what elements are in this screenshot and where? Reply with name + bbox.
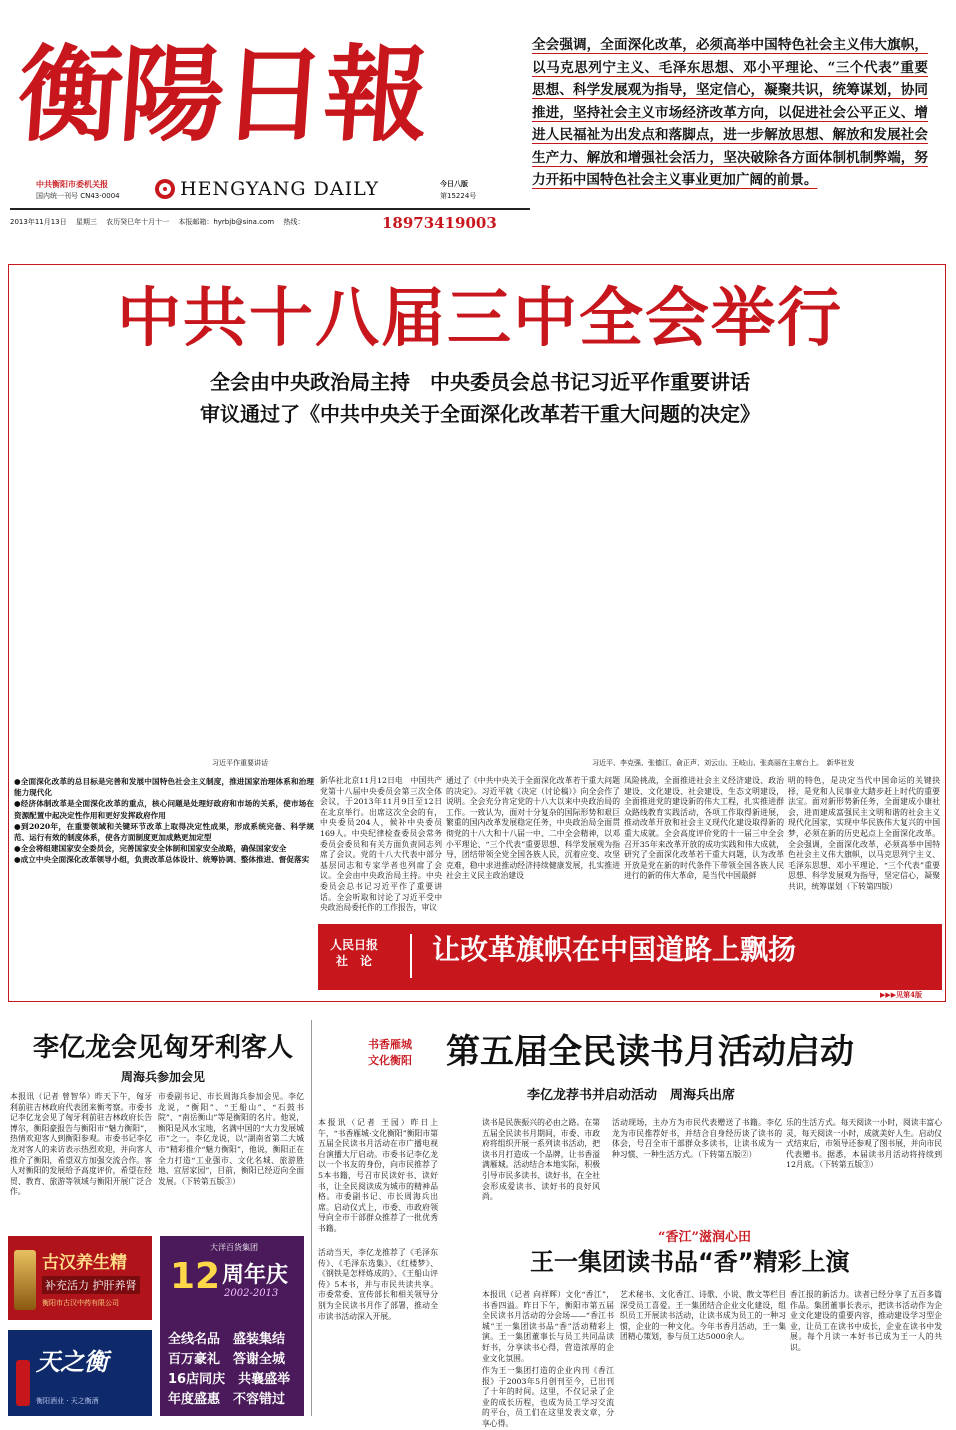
masthead-english-row bbox=[155, 178, 379, 204]
story-book-col-2: 活动当天，李亿龙推荐了《毛泽东传》、《毛泽东选集》、《红楼梦》、《钢铁是怎样炼成的》、《王船山评传》5本书，并与市民共读共享。市委常委、宣传部长和相关领导分别为全民读书月作了部署，推动全市读书活动深入开展。 bbox=[318, 1248, 438, 1321]
masthead-org: 中共衡阳市委机关报 bbox=[36, 180, 108, 189]
masthead-cn-code: 国内统一刊号 CN43-0004 bbox=[36, 192, 120, 200]
masthead-emblem-icon bbox=[155, 179, 175, 199]
lead-summary: ●全面深化改革的总目标是完善和发展中国特色社会主义制度，推进国家治理体系和治理能力现代化 ●经济体制改革是全面深化改革的重点，核心问题是处理好政府和市场的关系，使市场在资源配置中起决定性作用和更好发挥政府作用 ●到2020年，在重要领域和关键环节改革上取得决定性成果，形成系统完备、科学规范、运行有效的制度体系，使各方面制度更加成熟更加定型 ●全会将组建国家安全委员会，完善国家安全体制和国家安全战略，确保国家安全 ●成立中央全面深化改革领导小组，负责改革总体设计、统筹协调、整体推进、督促落实 bbox=[14, 777, 314, 865]
issue-pages: 今日八版 bbox=[440, 180, 468, 188]
story-li-col-1: 本报讯（记者 曾智华）昨天下午，匈牙利前驻吉林政府代表团来衡考察。市委书记李亿龙会见了匈牙利前驻吉林政府长告博尔，衡阳豪报告与衡阳市“魅力衡阳”，热情欢迎客人到衡阳参观。市委书记李亿龙对客人的来访表示热烈欢迎，并向客人推介了衡阳，希望双方加强交流合作。客人对衡阳的发展给予高度评价，希望在经贸、教育、旅游等领域与衡阳开展广泛合作。 bbox=[10, 1092, 152, 1197]
story-wangyi-headline: 王一集团读书品“香”精彩上演 bbox=[530, 1248, 850, 1276]
ad-dayang-line-2: 百万豪礼 答谢全城 bbox=[168, 1352, 286, 1367]
story-book-kicker-2: 文化衡阳 bbox=[368, 1054, 412, 1067]
ad-dayang-num: 12 bbox=[170, 1256, 221, 1297]
ad-tianzhiheng-bottle bbox=[16, 1360, 30, 1406]
issue-number: 第15224号 bbox=[440, 192, 477, 200]
story-wangyi-col-3: 艺术秘书、文化香江、诗歌、小说、散文等栏目深受员工喜爱。王一集团结合企业文化建设，组织员工开展读书活动，让读书成为员工的一种习惯，企业的一种文化。今年书香月活动，王一集团精心策划，参与员工达5000余人。 bbox=[620, 1290, 786, 1342]
ad-dayang-title: 周年庆 bbox=[222, 1263, 289, 1288]
ad-guhan-brand: 古汉养生精 bbox=[42, 1253, 127, 1273]
ad-dayang[interactable] bbox=[160, 1236, 304, 1416]
story-book-kicker-1: 书香雁城 bbox=[368, 1038, 412, 1051]
story-book-image bbox=[442, 1118, 478, 1204]
ad-dayang-line-4: 年度盛惠 不容错过 bbox=[168, 1392, 286, 1407]
lead-col-2: 通过了《中共中央关于全面深化改革若干重大问题的决定》。习近平就《决定（讨论稿）》向全会作了说明。全会充分肯定党的十八大以来中央政治局的工作。一致认为，面对十分复杂的国际形势和艰巨繁重的国内改革发展稳定任务，中央政治局全面贯彻党的十八大和十八届一中、二中全会精神，以邓小平理论、“三个代表”重要思想、科学发展观为指导，团结带领全党全国各族人民，沉着应变、攻坚克难，稳中求进推动经济持续健康发展，扎实推进社会主义民主政治建设 bbox=[446, 776, 620, 881]
lead-col-1: 新华社北京11月12日电 中国共产党第十八届中央委员会第三次全体会议，于2013年11月9日至12日在北京举行。出席这次全会的有，中央委员204人，候补中央委员169人。中央纪律检查委员会常务委员会委员和有关方面负责同志列席了会议。党的十八大代表中部分基层同志和专家学者也列席了会议。全会由中央政治局主持。中央委员会总书记习近平作了重要讲话。全会听取和讨论了习近平受中央政治局委托作的工作报告，审议 bbox=[320, 776, 442, 913]
lead-photo-area bbox=[12, 436, 942, 752]
masthead-rule bbox=[10, 208, 530, 210]
story-book-headline: 第五届全民读书月活动启动 bbox=[446, 1032, 854, 1072]
ad-dayang-line-3: 16店同庆 共襄盛举 bbox=[168, 1372, 291, 1387]
bottom-column-rule bbox=[311, 1020, 312, 1416]
ad-tianzhiheng[interactable] bbox=[8, 1330, 152, 1416]
story-book-col-5: 乐的生活方式。每天阅读一小时，阅读丰富心灵，每天阅读一小时，成就美好人生。启动仪式结束后，市领导还参观了图书展，并向市民代表赠书。据悉，本届读书月活动将持续到12月底。（下转第五版③） bbox=[786, 1118, 942, 1170]
story-book-subhead: 李亿龙荐书并启动活动 周海兵出席 bbox=[526, 1088, 735, 1103]
dateline-weekday: 星期三 bbox=[75, 218, 97, 226]
ad-tianzhiheng-brand: 天之衡 bbox=[36, 1347, 108, 1376]
dateline-email-label: 本报邮箱： bbox=[178, 218, 214, 226]
editorial-label-1: 人民日报 bbox=[330, 938, 379, 952]
dateline-lunar: 农历癸巳年十月十一 bbox=[106, 218, 170, 226]
dateline-email[interactable]: hyrbjb@sina.com bbox=[213, 218, 275, 226]
lead-col-3: 凤险挑战，全面推进社会主义经济建设、政治建设、文化建设、社会建设、生态文明建设，全面推进党的建设新的伟大工程，扎实推进群众路线教育实践活动，各项工作取得新进展，推动改革开放和社会主义现代化建设取得新的重大成就。全会高度评价党的十一届三中全会召开35年来改革开放的成功实践和伟大成就，研究了全面深化改革若干重大问题，认为改革开放是党在新的时代条件下带领全国各族人民进行的新的伟大革命，是当代中国最鲜 bbox=[624, 776, 784, 881]
ad-tianzhiheng-sub: 衡阳酒业 · 天之衡酒 bbox=[36, 1397, 99, 1405]
story-wangyi-col-1: 本报讯（记者 向祥辉）文化“香江”，书香四溢。昨日下午，衡阳市第五届全民读书月活动的分会场——“香江书城”王一集团读书品“香”活动精彩上演。王一集团董事长与员工共同品读好书，分享读书心得，营造浓厚的企业文化氛围。 bbox=[482, 1290, 614, 1363]
masthead-slogan: 全会强调，全面深化改革，必须高举中国特色社会主义伟大旗帜，以马克思列宁主义、毛泽东思想、邓小平理论、“三个代表”重要思想、科学发展观为指导，坚定信心，凝聚共识，统筹谋划，协同推进，坚持社会主义市场经济改革方向，以促进社会公平正义、增进人民福祉为出发点和落脚点，进一步解放思想、解放和发展社会生产力、解放和增强社会活力，坚决破除各方面体制机制弊端，努力开拓中国特色社会主义事业更加广阔的前景。 bbox=[532, 37, 928, 188]
story-wangyi-col-2: 作为王一集团打造的企业内刊《香江报》于2003年5月创刊至今，已出刊了十年的时间。这里，不仅记录了企业的成长历程，也成为员工学习交流的平台，员工们在这里发表文章，分享心得。 bbox=[482, 1366, 614, 1428]
dateline-date: 2013年11月13日 bbox=[10, 218, 67, 226]
story-book-col-1: 本报讯（记者 王园）昨日上午，“书香雁城·文化衡阳”衡阳市第五届全民读书月活动在市广播电视台演播大厅启动。市委书记李亿龙以一个书友的身份，向市民推荐了5本书籍，号召市民读好书、读好书，让全民阅读成为城市的精神品格。市委副书记、市长周海兵出席。启动仪式上，市委、市政府领导向全市干部群众推荐了一批优秀书籍。 bbox=[318, 1118, 438, 1233]
masthead-logo: 衡陽日報 bbox=[14, 33, 431, 156]
story-li-headline: 李亿龙会见匈牙利客人 bbox=[32, 1033, 293, 1063]
story-book-col-4: 活动现场，主办方为市民代表赠送了书籍。李亿龙为市民推荐好书，并结合自身经历谈了读书的体会，号召全市干部群众多读书，让读书成为一种习惯、一种生活方式。（下转第五版②） bbox=[612, 1118, 782, 1159]
story-wangyi-kicker: “香江”滋润心田 bbox=[658, 1230, 751, 1245]
dateline-hotline-label: 热线： bbox=[283, 218, 305, 226]
ad-guhan-bottle bbox=[14, 1250, 36, 1310]
ad-dayang-line-1: 全线名品 盛装集结 bbox=[168, 1332, 286, 1347]
masthead-english: HENGYANG DAILY bbox=[180, 178, 380, 200]
story-wangyi-col-4: 香江报的新活力。读者已经分享了五百多篇作品。集团董事长表示，把读书活动作为企业文化建设的重要内容，推动建设学习型企业，让员工在读书中成长，企业在读书中发展。每个月读一本好书已成为王一人的共识。 bbox=[790, 1290, 942, 1352]
lead-col-4: 明的特色，是决定当代中国命运的关键抉择，是党和人民事业大踏步赶上时代的重要法宝。面对新形势新任务，全面建成小康社会，进而建成富强民主文明和谐的社会主义现代化国家，实现中华民族伟大复兴的中国梦，必须在新的历史起点上全面深化改革。全会强调，全面深化改革，必须高举中国特色社会主义伟大旗帜，以马克思列宁主义、毛泽东思想、邓小平理论、“三个代表”重要思想、科学发展观为指导，坚定信心，凝聚共识，统筹谋划（下转第四版） bbox=[788, 776, 940, 891]
lead-headline: 中共十八届三中全会举行 bbox=[117, 282, 843, 356]
editorial-divider bbox=[410, 934, 412, 978]
dateline bbox=[10, 218, 304, 228]
editorial-label-2: 社 论 bbox=[336, 954, 373, 968]
ad-guhan-slogan: 补充活力 护肝养肾 bbox=[42, 1276, 140, 1294]
dateline-hotline: 18973419003 bbox=[382, 214, 497, 232]
story-li-col-2: 市委副书记、市长周海兵参加会见。李亿龙说，“衡阳”、“王船山”、“石鼓书院”、“南岳衡山”等是衡阳的名片。他说，衡阳是风水宝地，名满中国的“大力发展城市”之一。李亿龙说，以“湖南省第二大城市”精彩推介“魅力衡阳”，他说，衡阳正在全力打造“工业强市、文化名城、旅游胜地、宜居家园”，目前，衡阳已经迈向全面发展。（下转第五版③） bbox=[158, 1092, 304, 1186]
ad-guhan[interactable] bbox=[8, 1236, 152, 1320]
editorial-turn[interactable]: ▶▶▶见第4版 bbox=[880, 990, 923, 999]
ad-guhan-company: 衡阳市古汉中药有限公司 bbox=[42, 1299, 119, 1307]
editorial-title: 让改革旗帜在中国道路上飘扬 bbox=[432, 933, 797, 966]
story-book-col-3: 读书是民族振兴的必由之路。在第五届全民读书月期间，市委、市政府将组织开展一系列读书活动，把读书月打造成一个品牌，让书香溢满雁城。活动结合本地实际，积极引导市民多读书、读好书，在全社会形成爱读书、读好书的良好风尚。 bbox=[482, 1118, 600, 1202]
photo-caption-right: 习近平、李克强、张德江、俞正声、刘云山、王岐山、张高丽在主席台上。 新华社发 bbox=[592, 759, 855, 767]
ad-dayang-group: 大洋百货集团 bbox=[210, 1243, 258, 1252]
ad-dayang-years: 2002-2013 bbox=[224, 1288, 279, 1299]
lead-subhead-2: 审议通过了《中共中央关于全面深化改革若干重大问题的决定》 bbox=[200, 402, 760, 426]
story-li-subhead: 周海兵参加会见 bbox=[120, 1070, 205, 1084]
lead-subhead-1: 全会由中央政治局主持 中央委员会总书记习近平作重要讲话 bbox=[210, 370, 750, 394]
photo-caption-left: 习近平作重要讲话 bbox=[212, 759, 268, 767]
